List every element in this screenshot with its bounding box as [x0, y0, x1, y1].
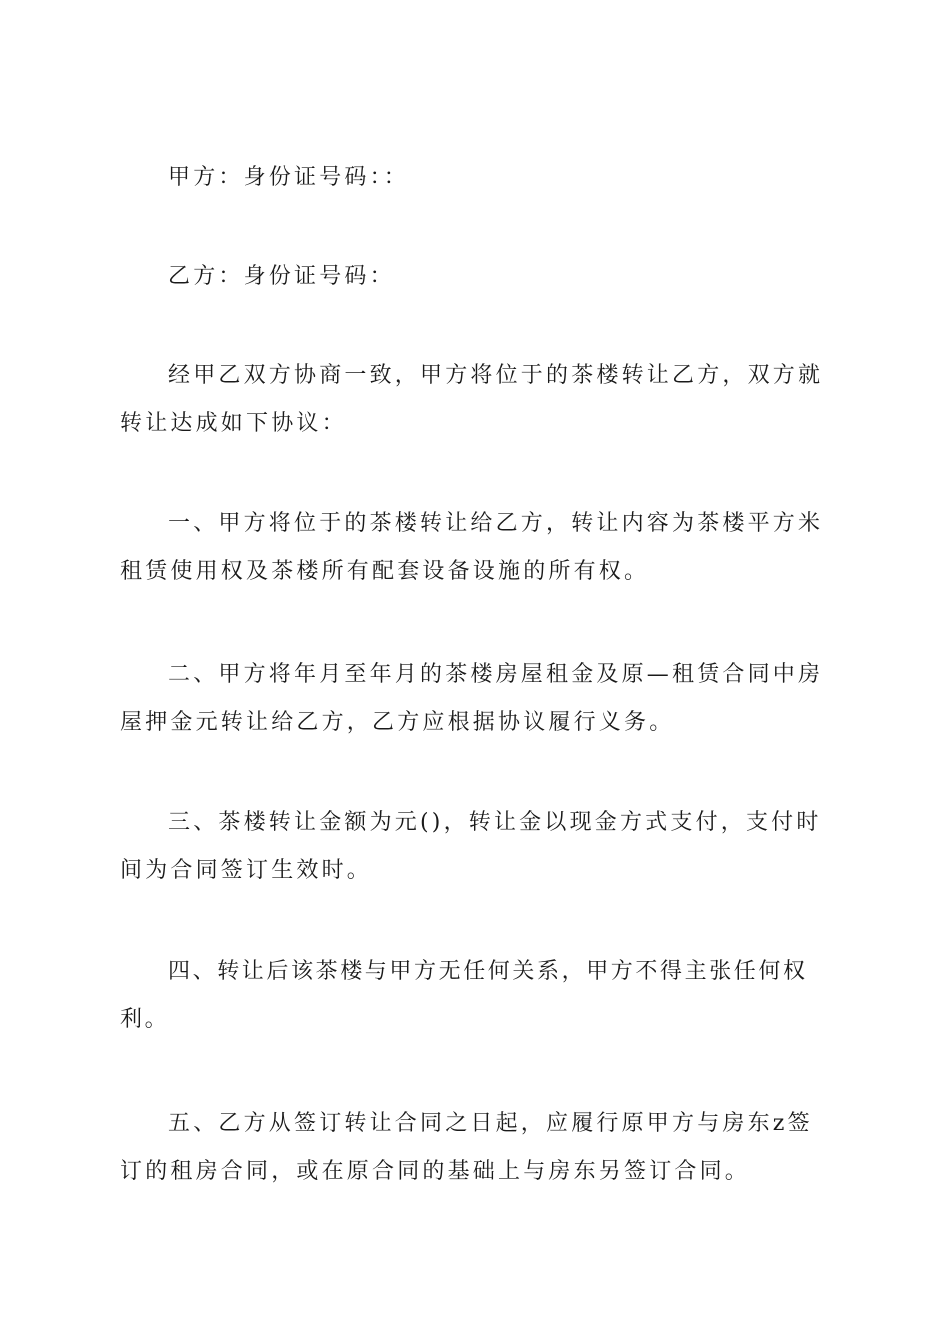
- clause-3: 三、茶楼转让金额为元()，转让金以现金方式支付，支付时间为合同签订生效时。: [120, 810, 822, 883]
- party-a-line: 甲方：身份证号码：：: [168, 165, 410, 190]
- clause-5: 五、乙方从签订转让合同之日起，应履行原甲方与房东z签订的租房合同，或在原合同的基础上与房东另签订合同。: [120, 1111, 813, 1184]
- party-b-line: 乙方：身份证号码：: [168, 264, 395, 289]
- clause-4: 四、转让后该茶楼与甲方无任何关系，甲方不得主张任何权利。: [120, 959, 808, 1032]
- clause-2: 二、甲方将年月至年月的茶楼房屋租金及原—租赁合同中房屋押金元转让给乙方，乙方应根据协议履行义务。: [120, 662, 824, 735]
- clause-1: 一、甲方将位于的茶楼转让给乙方，转让内容为茶楼平方米租赁使用权及茶楼所有配套设备设施的所有权。: [120, 511, 824, 584]
- agreement-intro: 经甲乙双方协商一致，甲方将位于的茶楼转让乙方，双方就转让达成如下协议：: [120, 363, 824, 436]
